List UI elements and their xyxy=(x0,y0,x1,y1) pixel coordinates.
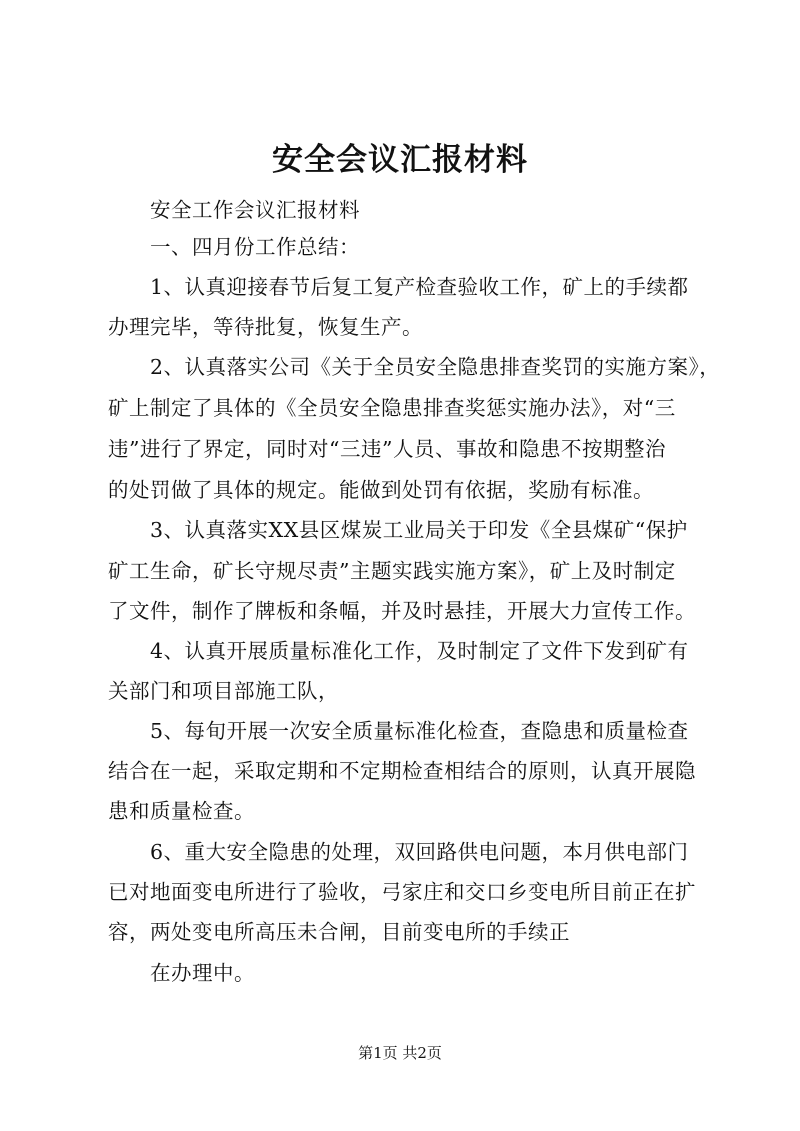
paragraph-line: 一、四月份工作总结： xyxy=(150,235,360,259)
paragraph-line: 违”进行了界定，同时对“三违”人员、事故和隐患不按期整治 xyxy=(108,437,666,461)
paragraph-line: 4、认真开展质量标准化工作，及时制定了文件下发到矿有 xyxy=(150,639,689,663)
paragraph-line: 结合在一起，采取定期和不定期检查相结合的原则，认真开展隐 xyxy=(108,759,696,783)
document-title: 安全会议汇报材料 xyxy=(272,142,528,178)
paragraph-line: 安全工作会议汇报材料 xyxy=(150,198,360,222)
paragraph-line: 矿工生命，矿长守规尽责”主题实践实施方案》，矿上及时制定 xyxy=(108,559,676,583)
paragraph-line: 6、重大安全隐患的处理，双回路供电问题，本月供电部门 xyxy=(150,840,689,864)
paragraph-line: 1、认真迎接春节后复工复产检查验收工作，矿上的手续都 xyxy=(150,275,689,299)
paragraph-line: 容，两处变电所高压未合闸，目前变电所的手续正 xyxy=(108,920,570,944)
paragraph-line: 3、认真落实XX县区煤炭工业局关于印发《全县煤矿“保护 xyxy=(150,518,688,542)
paragraph-line: 关部门和项目部施工队， xyxy=(108,679,339,703)
paragraph-line: 5、每旬开展一次安全质量标准化检查，查隐患和质量检查 xyxy=(150,719,689,743)
paragraph-line: 办理完毕，等待批复，恢复生产。 xyxy=(108,315,423,339)
paragraph-line: 已对地面变电所进行了验收，弓家庄和交口乡变电所目前正在扩 xyxy=(108,880,696,904)
paragraph-line: 2、认真落实公司《关于全员安全隐患排查奖罚的实施方案》， xyxy=(150,355,721,379)
paragraph-line: 在办理中。 xyxy=(150,961,255,985)
paragraph-line: 了文件，制作了牌板和条幅，并及时悬挂，开展大力宣传工作。 xyxy=(108,599,696,623)
page-number: 第1页 共2页 xyxy=(358,1044,442,1062)
paragraph-line: 矿上制定了具体的《全员安全隐患排查奖惩实施办法》，对“三 xyxy=(108,396,676,420)
paragraph-line: 患和质量检查。 xyxy=(108,799,255,823)
paragraph-line: 的处罚做了具体的规定。能做到处罚有依据，奖励有标准。 xyxy=(108,478,654,502)
